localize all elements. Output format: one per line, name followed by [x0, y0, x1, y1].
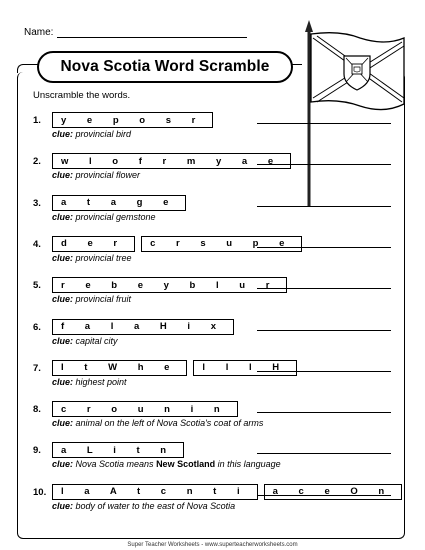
scrambled-words — [52, 236, 302, 252]
clue-emphasis: New Scotland — [156, 459, 216, 470]
name-label: Name: — [24, 27, 54, 38]
scrambled-word-box: y e p o s r — [52, 112, 213, 128]
scrambled-words — [52, 153, 291, 169]
clue-label: clue: — [52, 170, 76, 181]
item-number: 7. — [33, 362, 41, 374]
clue-label: clue: — [52, 129, 76, 139]
scrambled-word-box: l l l H — [193, 360, 297, 376]
item-number: 1. — [33, 115, 41, 126]
clue-label: clue: — [52, 459, 76, 470]
clue: clue: Nova Scotia means New Scotland in this language — [52, 459, 281, 470]
item-number: 6. — [33, 321, 41, 333]
scrambled-word-box: r e b e y b l u r — [52, 277, 287, 293]
clue: clue: body of water to the east of Nova Scotia — [52, 500, 236, 511]
item-number: 3. — [33, 197, 41, 209]
answer-line[interactable] — [257, 453, 391, 454]
scrambled-word-box: w l o f r m y a e — [52, 153, 291, 169]
clue: clue: highest point — [52, 376, 127, 387]
scrambled-words — [52, 442, 184, 458]
footer: Super Teacher Worksheets - www.superteacherworksheets.com — [127, 542, 298, 548]
scrambled-word-box: c r o u n i n — [52, 401, 238, 417]
scrambled-word-box: I t W h e — [52, 360, 187, 376]
worksheet-title: Nova Scotia Word Scramble — [37, 51, 293, 83]
nova-scotia-flag-icon — [300, 18, 410, 208]
answer-line[interactable] — [257, 123, 391, 124]
item-number: 2. — [33, 156, 41, 168]
name-row — [24, 27, 247, 38]
clue: clue: provincial flower — [52, 170, 141, 181]
clue: clue: provincial fruit — [52, 294, 132, 305]
clue: clue: provincial bird — [52, 129, 132, 139]
scrambled-word-box: a t a g e — [52, 195, 186, 211]
answer-line[interactable] — [257, 495, 391, 496]
answer-line[interactable] — [257, 371, 391, 372]
answer-line[interactable] — [257, 412, 391, 413]
item-number: 10. — [33, 486, 47, 498]
scrambled-words — [52, 195, 186, 211]
scrambled-words — [52, 360, 297, 376]
answer-line[interactable] — [257, 206, 391, 207]
clue: clue: provincial tree — [52, 252, 132, 263]
scrambled-words — [52, 484, 402, 500]
answer-line[interactable] — [257, 247, 391, 248]
item-number: 5. — [33, 280, 41, 292]
clue: clue: capital city — [52, 335, 118, 346]
scrambled-words — [52, 401, 238, 417]
instructions: Unscramble the words. — [33, 90, 131, 101]
answer-line[interactable] — [257, 164, 391, 165]
item-number: 4. — [33, 238, 41, 250]
answer-line[interactable] — [257, 288, 391, 289]
clue-label: clue: — [52, 418, 76, 429]
scrambled-word-box: f a l a H i x — [52, 319, 234, 335]
scrambled-words — [52, 277, 287, 293]
answer-line[interactable] — [257, 330, 391, 331]
scrambled-word-box: a c e O n — [264, 484, 403, 500]
clue-label: clue: — [52, 294, 76, 305]
clue: clue: provincial gemstone — [52, 211, 156, 222]
scrambled-word-box: c r s u p e — [141, 236, 302, 252]
clue-label: clue: — [52, 500, 76, 511]
item-number: 9. — [33, 445, 41, 457]
scrambled-words — [52, 319, 234, 335]
clue-label: clue: — [52, 252, 76, 263]
clue: clue: animal on the left of Nova Scotia's coat of arms — [52, 418, 264, 429]
clue-label: clue: — [52, 211, 76, 222]
clue-label: clue: — [52, 335, 76, 346]
scrambled-word-box: d e r — [52, 236, 135, 252]
name-line[interactable] — [57, 27, 247, 38]
scrambled-word-box: l a A t c n t i — [52, 484, 258, 500]
item-number: 8. — [33, 404, 41, 416]
clue-label: clue: — [52, 376, 76, 387]
scrambled-word-box: a L i t n — [52, 442, 184, 458]
scrambled-words — [52, 112, 213, 128]
